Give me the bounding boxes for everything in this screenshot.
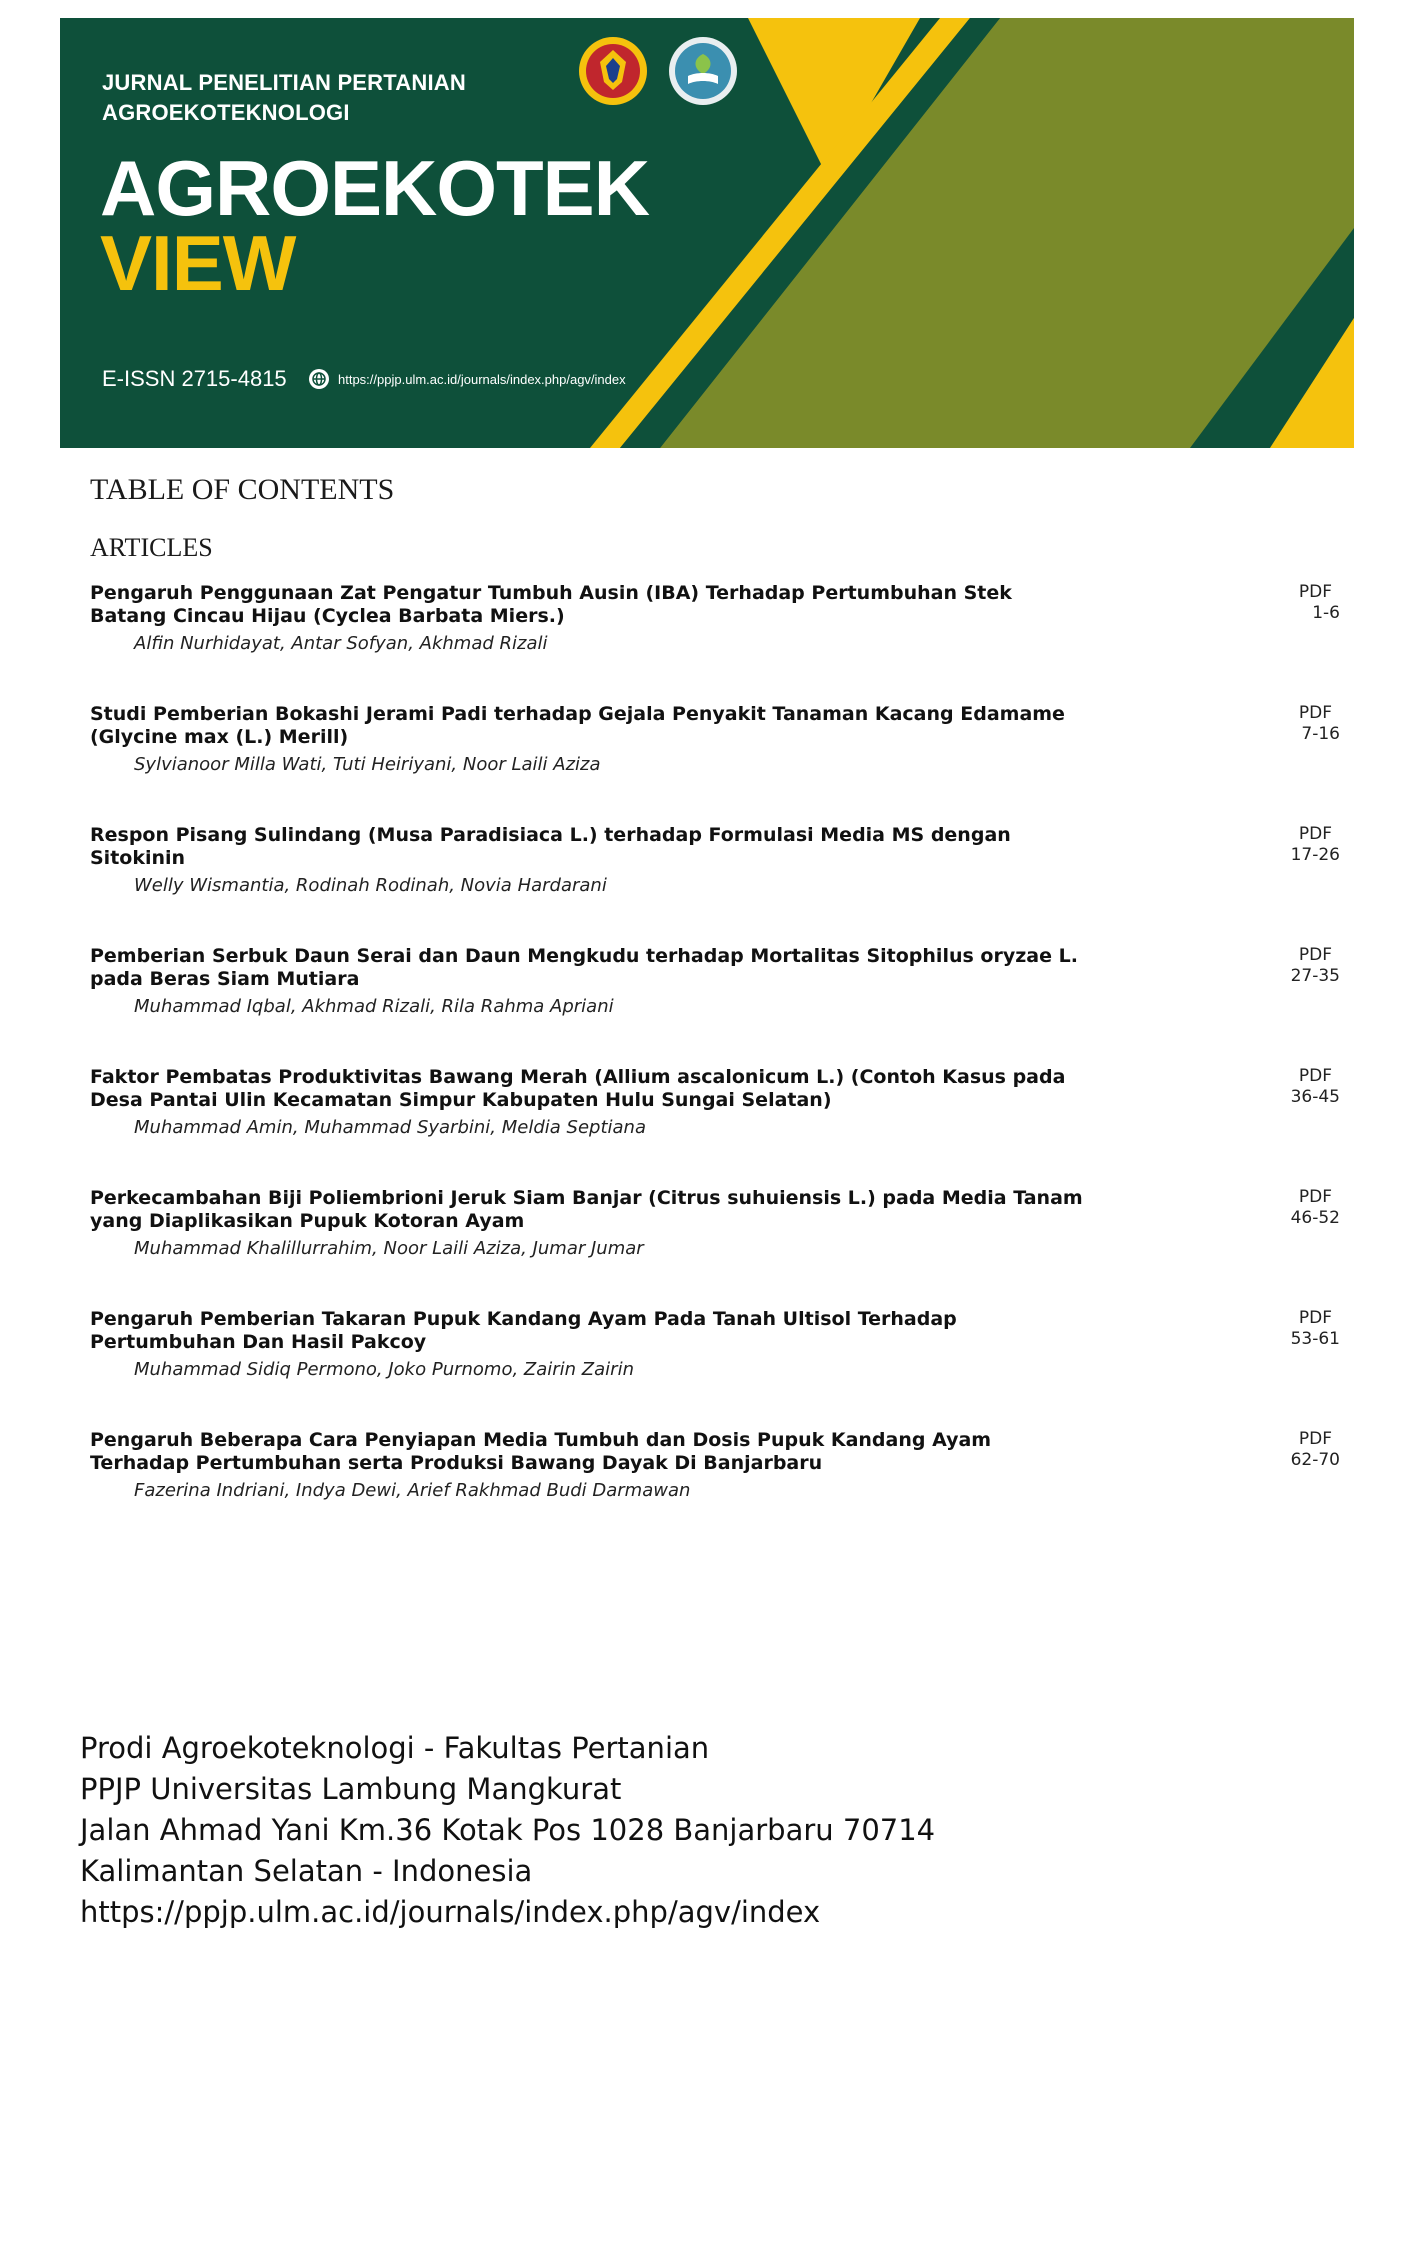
pdf-link[interactable]: PDF: [1298, 703, 1332, 723]
article-item: [90, 1066, 1340, 1187]
article-title-link[interactable]: Pengaruh Pemberian Takaran Pupuk Kandang Ayam Pada Tanah Ultisol Terhadap Pertumbuhan Dan Hasil Pakcoy: [90, 1308, 957, 1353]
globe-icon: [308, 368, 330, 390]
journal-title-main: AGROEKOTEK: [100, 144, 650, 232]
address-line: Jalan Ahmad Yani Km.36 Kotak Pos 1028 Banjarbaru 70714: [80, 1813, 936, 1847]
article-authors: Sylvianoor Milla Wati, Tuti Heiriyani, Noor Laili Aziza: [134, 754, 601, 775]
university-logo-icon: [578, 36, 648, 106]
article-authors: Muhammad Sidiq Permono, Joko Purnomo, Zairin Zairin: [134, 1359, 634, 1380]
journal-title-sub: VIEW: [100, 219, 296, 307]
pdf-link[interactable]: PDF: [1298, 945, 1332, 965]
pdf-link[interactable]: PDF: [1298, 824, 1332, 844]
article-pages: 46-52: [1290, 1208, 1340, 1228]
article-authors: Muhammad Amin, Muhammad Syarbini, Meldia Septiana: [134, 1117, 646, 1138]
pdf-link[interactable]: PDF: [1298, 1308, 1332, 1328]
article-item: [90, 1308, 1340, 1429]
pdf-link[interactable]: PDF: [1298, 1429, 1332, 1449]
toc-heading: TABLE OF CONTENTS: [90, 473, 395, 506]
article-pages: 17-26: [1290, 845, 1340, 865]
pdf-link[interactable]: PDF: [1298, 1066, 1332, 1086]
article-authors: Fazerina Indriani, Indya Dewi, Arief Rakhmad Budi Darmawan: [134, 1480, 691, 1501]
address-line: Kalimantan Selatan - Indonesia: [80, 1854, 533, 1888]
article-title-link[interactable]: Studi Pemberian Bokashi Jerami Padi terhadap Gejala Penyakit Tanaman Kacang Edamame (Glycine max (L.) Merill): [90, 703, 1065, 748]
article-title-link[interactable]: Faktor Pembatas Produktivitas Bawang Merah (Allium ascalonicum L.) (Contoh Kasus pada Desa Pantai Ulin Kecamatan Simpur Kabupaten Hulu Sungai Selatan): [90, 1066, 1066, 1111]
article-pages: 7-16: [1301, 724, 1340, 744]
article-item: [90, 945, 1340, 1066]
article-authors: Muhammad Iqbal, Akhmad Rizali, Rila Rahma Apriani: [134, 996, 614, 1017]
article-title-link[interactable]: Perkecambahan Biji Poliembrioni Jeruk Siam Banjar (Citrus suhuiensis L.) pada Media Tanam yang Diaplikasikan Pupuk Kotoran Ayam: [90, 1187, 1083, 1232]
article-title-link[interactable]: Pengaruh Beberapa Cara Penyiapan Media Tumbuh dan Dosis Pupuk Kandang Ayam Terhadap Pertumbuhan serta Produksi Bawang Dayak Di Banjarbaru: [90, 1429, 992, 1474]
publisher-address: [80, 1728, 935, 1933]
article-item: [90, 1187, 1340, 1308]
journal-name: JURNAL PENELITIAN PERTANIAN AGROEKOTEKNOLOGI: [102, 70, 466, 125]
article-authors: Alfin Nurhidayat, Antar Sofyan, Akhmad Rizali: [134, 633, 548, 654]
pdf-link[interactable]: PDF: [1298, 1187, 1332, 1207]
article-item: [90, 824, 1340, 945]
journal-url[interactable]: https://ppjp.ulm.ac.id/journals/index.php/agv/index: [338, 372, 626, 387]
articles-section-heading: ARTICLES: [90, 533, 213, 562]
article-pages: 1-6: [1312, 603, 1340, 623]
article-title-link[interactable]: Pengaruh Penggunaan Zat Pengatur Tumbuh Ausin (IBA) Terhadap Pertumbuhan Stek Batang Cincau Hijau (Cyclea Barbata Miers.): [90, 582, 1012, 627]
ministry-logo-icon: [668, 36, 738, 106]
article-item: [90, 582, 1340, 703]
article-title-link[interactable]: Respon Pisang Sulindang (Musa Paradisiaca L.) terhadap Formulasi Media MS dengan Sitokinin: [90, 824, 1011, 869]
article-pages: 62-70: [1290, 1450, 1340, 1470]
footer-url-link[interactable]: https://ppjp.ulm.ac.id/journals/index.php/agv/index: [80, 1895, 821, 1929]
article-item: [90, 1429, 1340, 1550]
article-authors: Welly Wismantia, Rodinah Rodinah, Novia Hardarani: [134, 875, 607, 896]
article-list: [90, 582, 1340, 1550]
issn-label: E-ISSN 2715-4815: [102, 366, 287, 391]
journal-banner: [60, 18, 1354, 448]
address-line: PPJP Universitas Lambung Mangkurat: [80, 1772, 622, 1806]
article-title-link[interactable]: Pemberian Serbuk Daun Serai dan Daun Mengkudu terhadap Mortalitas Sitophilus oryzae L. pada Beras Siam Mutiara: [90, 945, 1078, 990]
address-line: Prodi Agroekoteknologi - Fakultas Pertanian: [80, 1731, 710, 1765]
article-pages: 27-35: [1290, 966, 1340, 986]
article-item: [90, 703, 1340, 824]
article-pages: 53-61: [1290, 1329, 1340, 1349]
pdf-link[interactable]: PDF: [1298, 582, 1332, 602]
article-authors: Muhammad Khalillurrahim, Noor Laili Aziza, Jumar Jumar: [134, 1238, 644, 1259]
article-pages: 36-45: [1290, 1087, 1340, 1107]
